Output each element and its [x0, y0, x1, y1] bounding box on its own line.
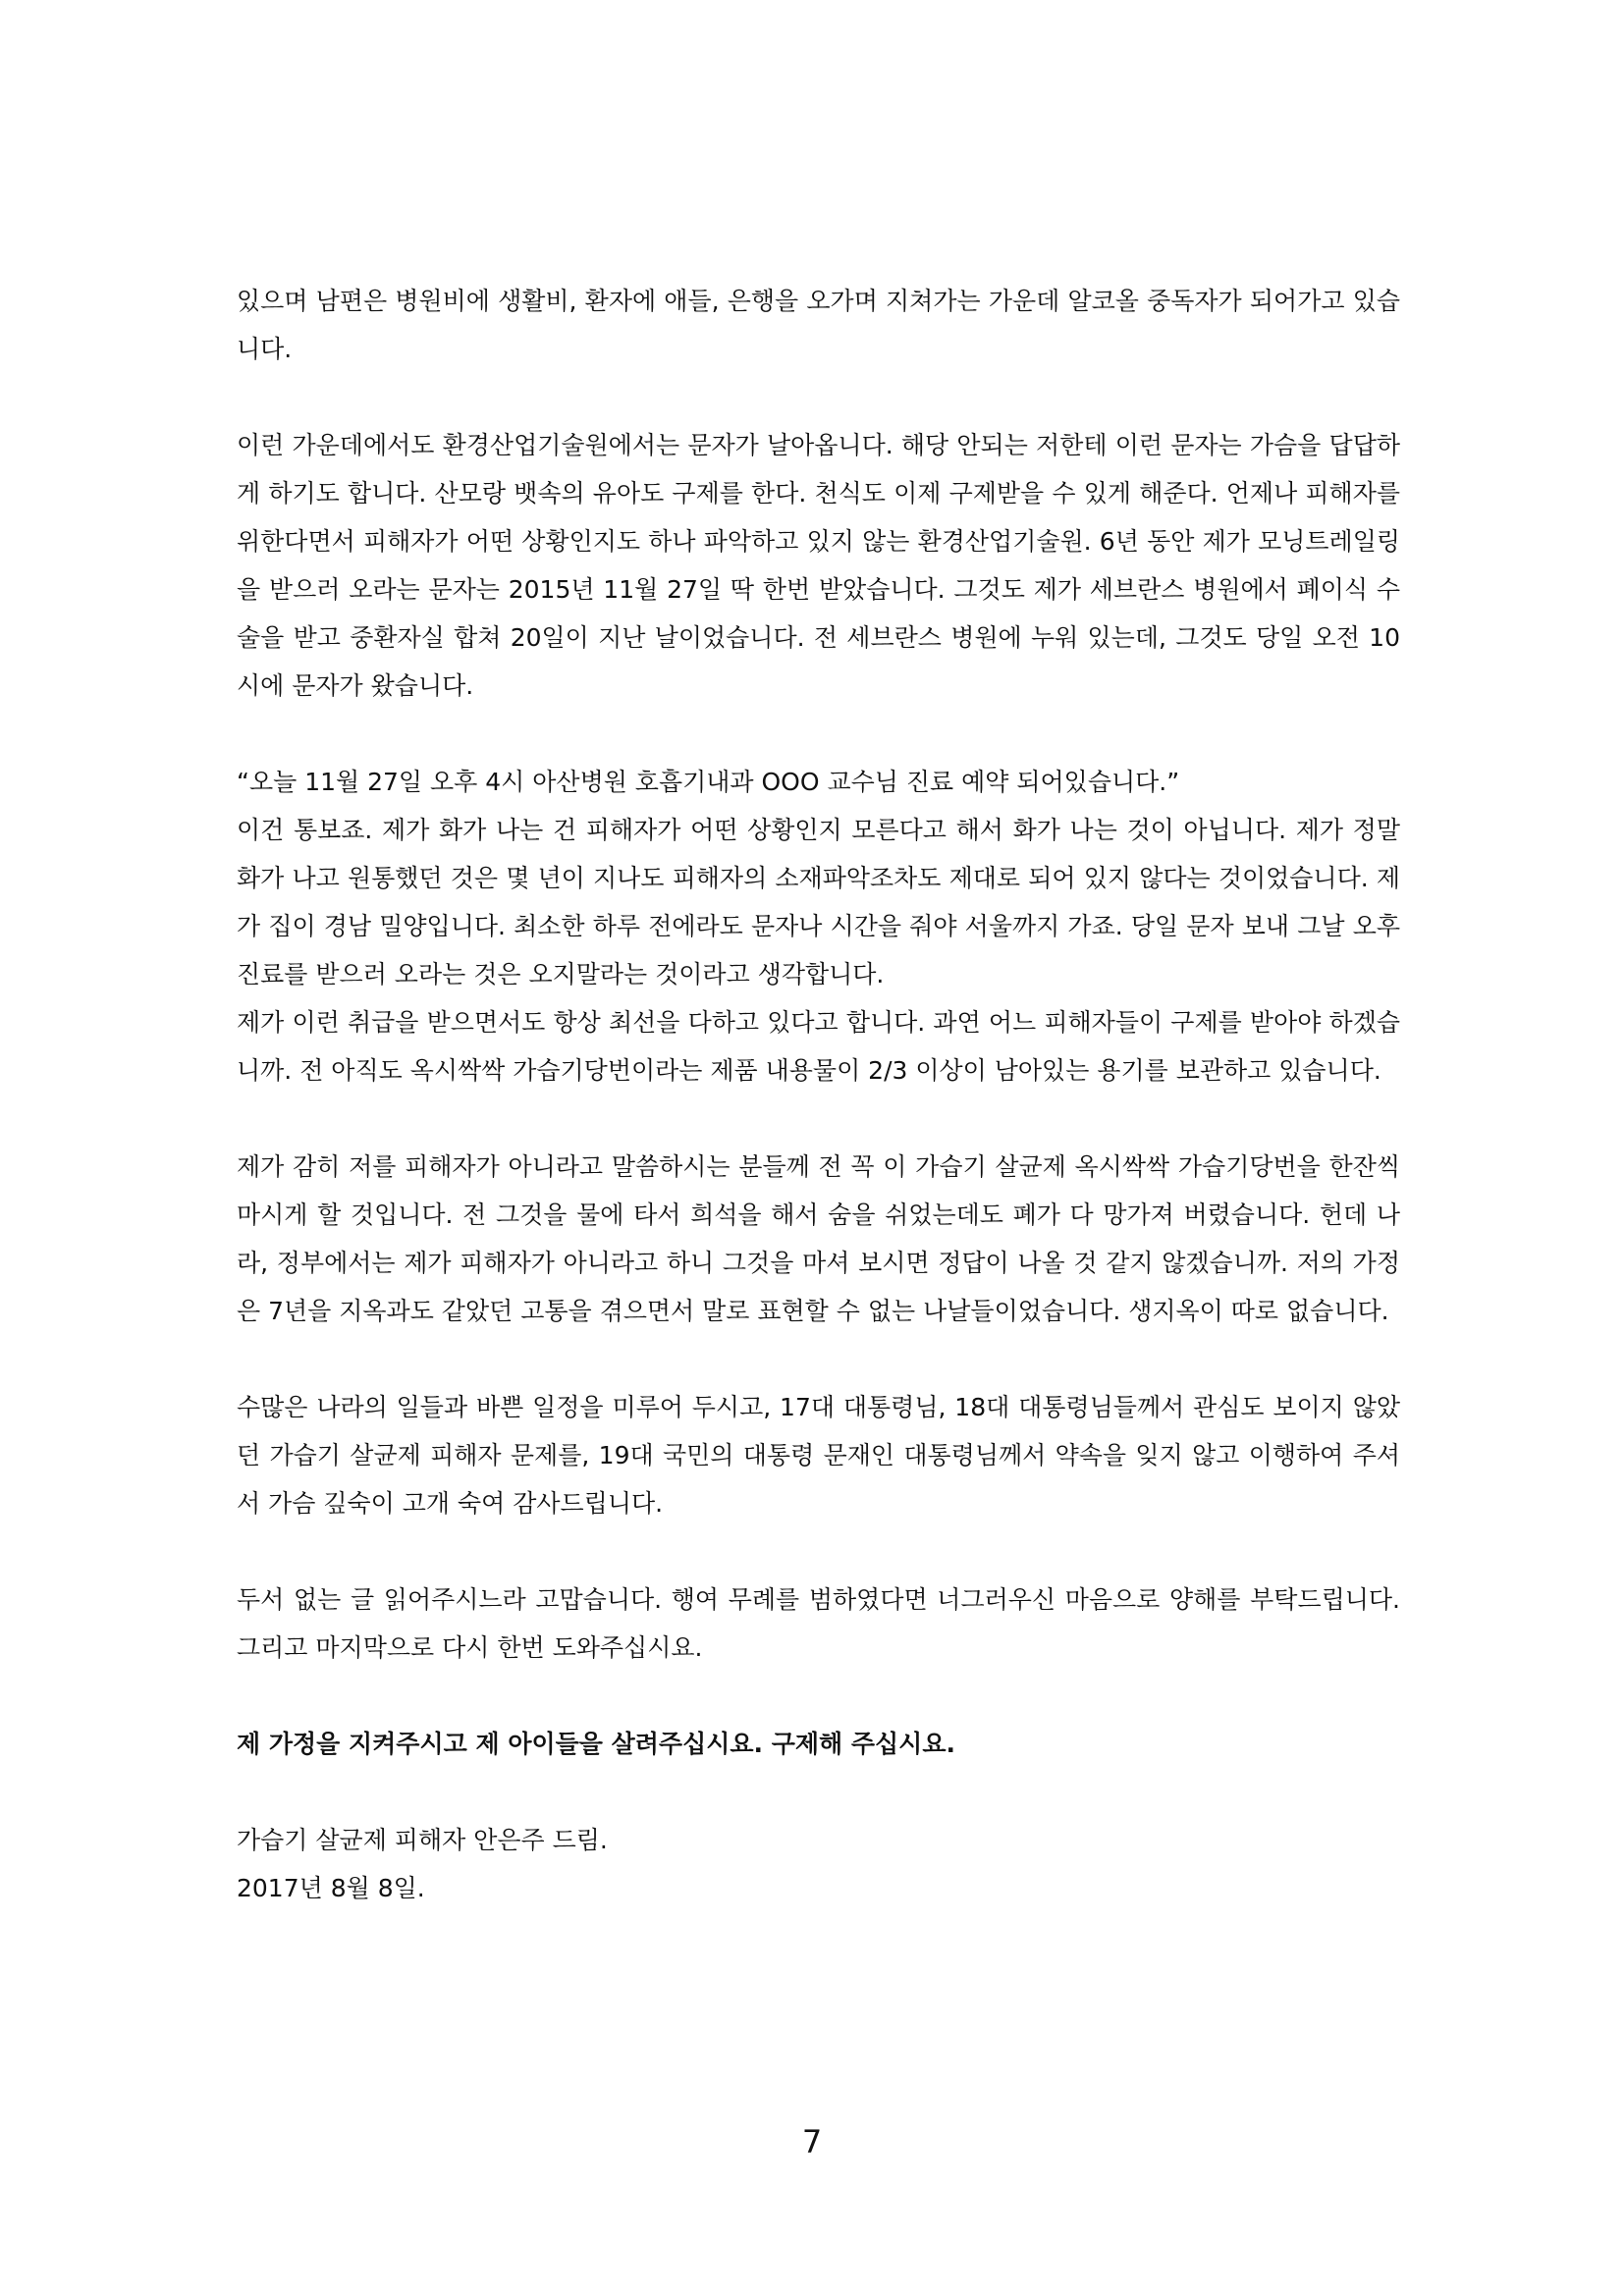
quoted-message: “오늘 11월 27일 오후 4시 아산병원 호흡기내과 OOO 교수님 진료 예약 되어있습니다.”	[237, 768, 1180, 796]
document-body	[237, 277, 1400, 1912]
paragraph: 이런 가운데에서도 환경산업기술원에서는 문자가 날아옵니다. 해당 안되는 저한테 이런 문자는 가슴을 답답하게 하기도 합니다. 산모랑 뱃속의 유아도 구제를 한다. 천식도 이제 구제받을 수 있게 해준다. 언제나 피해자를 위한다면서 피해자가 어떤 상황인지도 하나 파악하고 있지 않는 환경산업기술원. 6년 동안 제가 모닝트레일링을 받으러 오라는 문자는 2015년 11월 27일 딱 한번 받았습니다. 그것도 제가 세브란스 병원에서 폐이식 수술을 받고 중환자실 합쳐 20일이 지난 날이었습니다. 전 세브란스 병원에 누워 있는데, 그것도 당일 오전 10시에 문자가 왔습니다.	[237, 431, 1400, 700]
closing-plea: 제 가정을 지켜주시고 제 아이들을 살려주십시요. 구제해 주십시요.	[237, 1730, 955, 1758]
signature-line: 가습기 살균제 피해자 안은주 드림.	[237, 1826, 608, 1854]
date-line: 2017년 8월 8일.	[237, 1874, 425, 1902]
paragraph: 이건 통보죠. 제가 화가 나는 건 피해자가 어떤 상황인지 모른다고 해서 화가 나는 것이 아닙니다. 제가 정말 화가 나고 원통했던 것은 몇 년이 지나도 피해자의 소재파악조차도 제대로 되어 있지 않다는 것이었습니다. 제가 집이 경남 밀양입니다. 최소한 하루 전에라도 문자나 시간을 줘야 서울까지 가죠. 당일 문자 보내 그날 오후 진료를 받으러 오라는 것은 오지말라는 것이라고 생각합니다.	[237, 816, 1400, 988]
page-number: 7	[801, 2123, 823, 2161]
paragraph: 제가 이런 취급을 받으면서도 항상 최선을 다하고 있다고 합니다. 과연 어느 피해자들이 구제를 받아야 하겠습니까. 전 아직도 옥시싹싹 가습기당번이라는 제품 내용물이 2/3 이상이 남아있는 용기를 보관하고 있습니다.	[237, 1008, 1400, 1085]
paragraph: 있으며 남편은 병원비에 생활비, 환자에 애들, 은행을 오가며 지쳐가는 가운데 알코올 중독자가 되어가고 있습니다.	[237, 287, 1400, 363]
paragraph: 제가 감히 저를 피해자가 아니라고 말씀하시는 분들께 전 꼭 이 가습기 살균제 옥시싹싹 가습기당번을 한잔씩 마시게 할 것입니다. 전 그것을 물에 타서 희석을 해서 숨을 쉬었는데도 폐가 다 망가져 버렸습니다. 헌데 나라, 정부에서는 제가 피해자가 아니라고 하니 그것을 마셔 보시면 정답이 나올 것 같지 않겠습니까. 저의 가정은 7년을 지옥과도 같았던 고통을 겪으면서 말로 표현할 수 없는 나날들이었습니다. 생지옥이 따로 없습니다.	[237, 1152, 1400, 1325]
paragraph: 두서 없는 글 읽어주시느라 고맙습니다. 행여 무례를 범하였다면 너그러우신 마음으로 양해를 부탁드립니다. 그리고 마지막으로 다시 한번 도와주십시요.	[237, 1585, 1400, 1662]
paragraph: 수많은 나라의 일들과 바쁜 일정을 미루어 두시고, 17대 대통령님, 18대 대통령님들께서 관심도 보이지 않았던 가습기 살균제 피해자 문제를, 19대 국민의 대통령 문재인 대통령님께서 약속을 잊지 않고 이행하여 주셔서 가슴 깊숙이 고개 숙여 감사드립니다.	[237, 1393, 1400, 1518]
